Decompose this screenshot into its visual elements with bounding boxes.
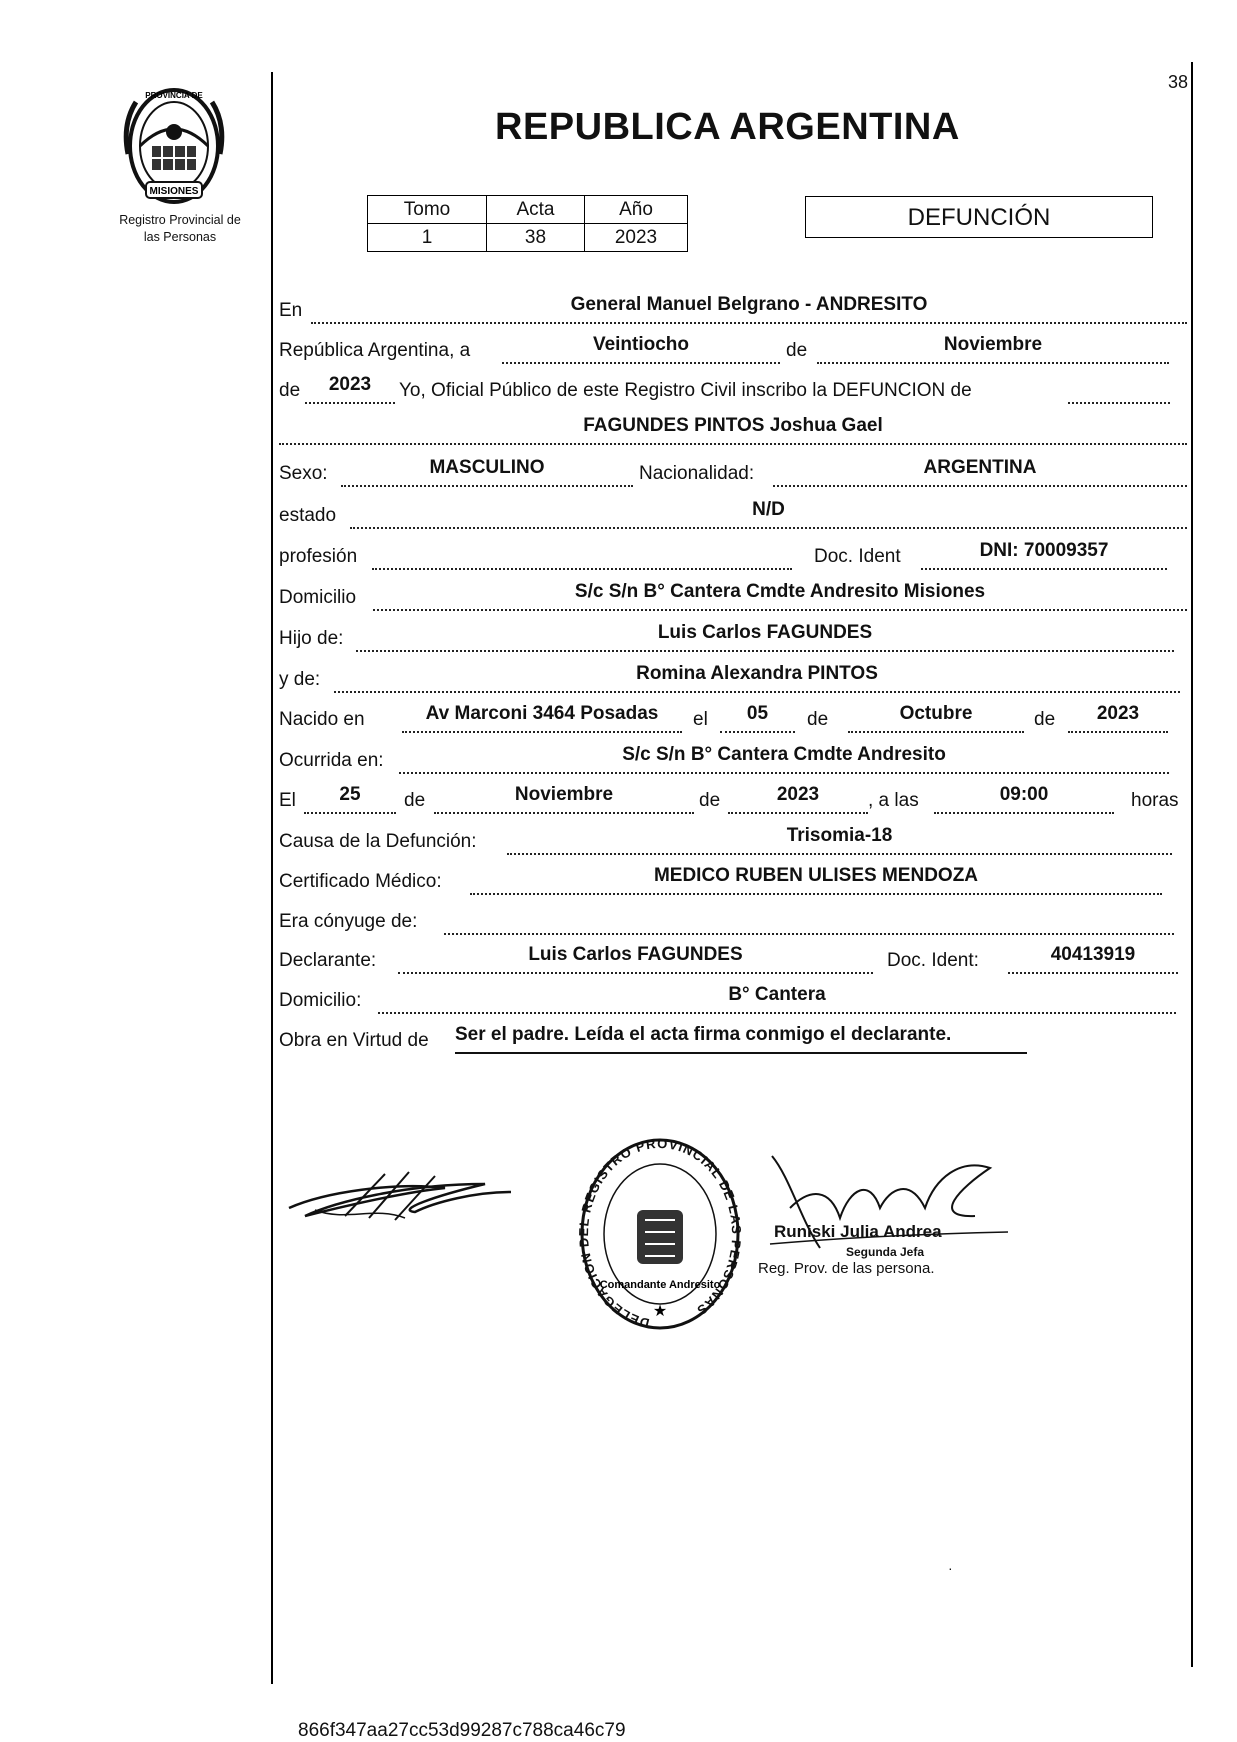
label-causa: Causa de la Defunción: — [279, 831, 477, 852]
document-hash: 866f347aa27cc53d99287c788ca46c79 — [298, 1720, 626, 1741]
value-obra: Ser el padre. Leída el acta firma conmigo el declarante. — [455, 1024, 952, 1045]
fill-line-yo-end — [1068, 402, 1170, 404]
underline-obra — [455, 1052, 1027, 1054]
fill-line-certificado — [470, 893, 1162, 895]
fill-line-mes-defuncion — [434, 812, 694, 814]
fill-line-sexo — [341, 485, 633, 487]
value-estado: N/D — [752, 499, 785, 520]
anio-value: 2023 — [585, 224, 688, 252]
label-y-de: y de: — [279, 669, 321, 690]
label-en: En — [279, 300, 303, 321]
org-name — [96, 212, 264, 246]
tomo-value: 1 — [368, 224, 487, 252]
value-nacionalidad: ARGENTINA — [923, 457, 1037, 478]
provincial-emblem — [122, 84, 226, 206]
value-dia-defuncion: 25 — [339, 784, 361, 805]
fill-line-mes-inscripcion — [817, 362, 1169, 364]
value-hora-defuncion: 09:00 — [999, 784, 1049, 805]
label-de-anio-defuncion: de — [699, 790, 721, 811]
label-obra: Obra en Virtud de — [279, 1030, 429, 1051]
stamp-star: ★ — [652, 1303, 668, 1320]
label-el-fecha: El — [279, 790, 296, 811]
fill-line-causa — [507, 853, 1172, 855]
value-documento: DNI: 70009357 — [979, 540, 1109, 561]
org-line-1: Registro Provincial de — [119, 213, 241, 227]
right-margin-line — [1191, 62, 1193, 1667]
value-mes-nacimiento: Octubre — [899, 703, 973, 724]
label-ocurrida-en: Ocurrida en: — [279, 750, 384, 771]
label-de-anio: de — [279, 380, 301, 401]
fill-line-anio-nacimiento — [1068, 731, 1168, 733]
fill-line-declarante — [398, 972, 873, 974]
fill-line-lugar-defuncion — [399, 772, 1169, 774]
fill-line-documento — [921, 568, 1167, 570]
fill-line-lugar — [311, 322, 1187, 324]
label-de-anio-nacimiento: de — [1034, 709, 1056, 730]
label-declarante: Declarante: — [279, 950, 377, 971]
label-de-mes-defuncion: de — [404, 790, 426, 811]
label-yo: Yo, Oficial Público de este Registro Civil inscribo la DEFUNCION de — [399, 380, 972, 401]
fill-line-estado — [350, 527, 1187, 529]
value-lugar-defuncion: S/c S/n B° Cantera Cmdte Andresito — [622, 744, 946, 765]
value-lugar: General Manuel Belgrano - ANDRESITO — [570, 294, 928, 315]
value-mes-inscripcion: Noviembre — [943, 334, 1043, 355]
value-lugar-nacimiento: Av Marconi 3464 Posadas — [425, 703, 659, 724]
value-anio-inscripcion: 2023 — [328, 374, 372, 395]
value-certificado: MEDICO RUBEN ULISES MENDOZA — [653, 865, 979, 886]
fill-line-profesion — [372, 568, 792, 570]
label-de-mes-nacimiento: de — [807, 709, 829, 730]
value-declarante-doc: 40413919 — [1050, 944, 1136, 965]
label-horas: horas — [1131, 790, 1179, 811]
official-office: Reg. Prov. de las persona. — [758, 1260, 935, 1277]
value-anio-defuncion: 2023 — [776, 784, 820, 805]
fill-line-lugar-nacimiento — [402, 731, 682, 733]
label-doc-ident-declarante: Doc. Ident: — [887, 950, 979, 971]
page-title: REPUBLICA ARGENTINA — [495, 106, 960, 148]
label-sexo: Sexo: — [279, 463, 328, 484]
fill-line-declarante-doc — [1008, 972, 1178, 974]
fill-line-anio-defuncion — [728, 812, 868, 814]
label-nacido-en: Nacido en — [279, 709, 365, 730]
label-de-mes: de — [786, 340, 808, 361]
record-type-box: DEFUNCIÓN — [805, 196, 1153, 238]
fill-line-domicilio — [373, 609, 1187, 611]
fill-line-anio-inscripcion — [305, 402, 395, 404]
anio-header: Año — [585, 196, 688, 224]
fill-line-dia-nacimiento — [720, 731, 795, 733]
value-dia-nacimiento: 05 — [746, 703, 769, 724]
left-margin-line — [271, 72, 273, 1684]
value-dia-inscripcion: Veintiocho — [592, 334, 690, 355]
fill-line-hora-defuncion — [934, 812, 1114, 814]
label-certificado: Certificado Médico: — [279, 871, 442, 892]
label-republica: República Argentina, a — [279, 340, 471, 361]
official-stamp — [575, 1128, 745, 1338]
fill-line-mes-nacimiento — [848, 731, 1024, 733]
label-el-nacimiento: el — [693, 709, 708, 730]
value-nombre: FAGUNDES PINTOS Joshua Gael — [583, 415, 883, 436]
fill-line-dia-defuncion — [304, 812, 396, 814]
label-a-las: , a las — [868, 790, 919, 811]
label-estado: estado — [279, 505, 337, 526]
tomo-header: Tomo — [368, 196, 487, 224]
org-line-2: las Personas — [143, 230, 217, 244]
value-domicilio: S/c S/n B° Cantera Cmdte Andresito Misiones — [574, 581, 986, 602]
value-declarante-domicilio: B° Cantera — [728, 984, 826, 1005]
label-nacionalidad: Nacionalidad: — [639, 463, 755, 484]
emblem-top-text: PROVINCIA DE — [145, 91, 203, 100]
label-profesion: profesión — [279, 546, 358, 567]
fill-line-madre — [334, 691, 1180, 693]
value-sexo: MASCULINO — [429, 457, 545, 478]
value-mes-defuncion: Noviembre — [514, 784, 614, 805]
stamp-ring-text: DELEGACION DEL REGISTRO PROVINCIAL DE LAS PERSONAS — [575, 1135, 745, 1332]
value-madre: Romina Alexandra PINTOS — [636, 663, 878, 684]
label-domicilio: Domicilio — [279, 587, 357, 608]
value-causa: Trisomia-18 — [786, 825, 893, 846]
declarant-signature — [285, 1162, 515, 1232]
stamp-inner-text: Comandante Andresito — [599, 1279, 721, 1291]
stray-mark: · — [948, 1560, 953, 1576]
emblem-bottom-text: MISIONES — [149, 186, 199, 197]
label-hijo-de: Hijo de: — [279, 628, 344, 649]
label-doc-ident: Doc. Ident — [814, 546, 901, 567]
value-padre: Luis Carlos FAGUNDES — [657, 622, 873, 643]
fill-line-nombre — [279, 443, 1187, 445]
fill-line-dia-inscripcion — [502, 362, 780, 364]
page-number: 38 — [1168, 72, 1189, 92]
label-conyuge: Era cónyuge de: — [279, 911, 418, 932]
label-domicilio-declarante: Domicilio: — [279, 990, 362, 1011]
fill-line-declarante-domicilio — [378, 1012, 1176, 1014]
acta-value: 38 — [487, 224, 585, 252]
fill-line-nacionalidad — [773, 485, 1187, 487]
reference-table — [367, 195, 688, 252]
value-anio-nacimiento: 2023 — [1096, 703, 1140, 724]
acta-header: Acta — [487, 196, 585, 224]
official-name: Runiski Julia Andrea — [774, 1222, 942, 1241]
fill-line-padre — [356, 650, 1174, 652]
official-role: Segunda Jefa — [846, 1245, 925, 1259]
fill-line-conyuge — [444, 933, 1174, 935]
value-declarante: Luis Carlos FAGUNDES — [528, 944, 743, 965]
